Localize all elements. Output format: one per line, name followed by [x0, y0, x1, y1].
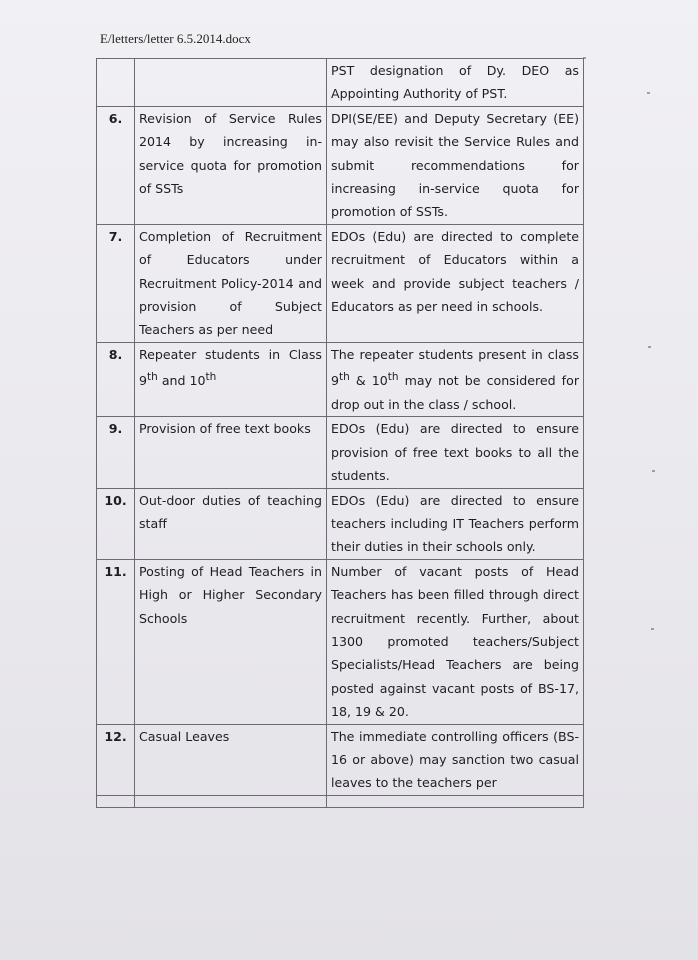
table-row	[97, 724, 584, 795]
row-subject	[135, 59, 327, 107]
row-serial-number: 7.	[97, 224, 135, 342]
minutes-table	[96, 58, 584, 808]
row-decision: EDOs (Edu) are directed to ensure provision of free text books to all the students.	[327, 417, 584, 488]
row-subject: Provision of free text books	[135, 417, 327, 488]
row-serial-number: 8.	[97, 342, 135, 416]
scan-speck	[647, 92, 650, 94]
row-subject: Casual Leaves	[135, 724, 327, 795]
row-decision: EDOs (Edu) are directed to complete recruitment of Educators within a week and provide subject teachers / Educators as per need in schools.	[327, 224, 584, 342]
row-serial-number: 11.	[97, 559, 135, 724]
scan-speck	[583, 57, 586, 59]
row-subject: Revision of Service Rules 2014 by increasing in-service quota for promotion of SSTs	[135, 106, 327, 224]
table-row-continuation	[97, 795, 584, 807]
row-subject: Posting of Head Teachers in High or Higher Secondary Schools	[135, 559, 327, 724]
scan-speck	[648, 346, 651, 348]
table-row	[97, 224, 584, 342]
row-decision: DPI(SE/EE) and Deputy Secretary (EE) may also revisit the Service Rules and submit recommendations for increasing in-service quota for promotion of SSTs.	[327, 106, 584, 224]
row-serial-number	[97, 795, 135, 807]
row-serial-number: 12.	[97, 724, 135, 795]
row-decision	[327, 795, 584, 807]
row-decision: EDOs (Edu) are directed to ensure teachers including IT Teachers perform their duties in their schools only.	[327, 488, 584, 559]
table-row	[97, 59, 584, 107]
row-decision: The immediate controlling officers (BS-16 or above) may sanction two casual leaves to the teachers per	[327, 724, 584, 795]
table-row	[97, 488, 584, 559]
scan-speck	[652, 470, 655, 472]
scan-speck	[651, 628, 654, 630]
table-row	[97, 106, 584, 224]
row-serial-number: 6.	[97, 106, 135, 224]
row-decision: The repeater students present in class 9th & 10th may not be considered for drop out in the class / school.	[327, 342, 584, 416]
table-row	[97, 342, 584, 416]
row-serial-number	[97, 59, 135, 107]
table-row	[97, 417, 584, 488]
row-serial-number: 9.	[97, 417, 135, 488]
row-subject: Completion of Recruitment of Educators under Recruitment Policy-2014 and provision of Subject Teachers as per need	[135, 224, 327, 342]
document-file-path: E/letters/letter 6.5.2014.docx	[100, 31, 251, 46]
row-subject: Out-door duties of teaching staff	[135, 488, 327, 559]
row-serial-number: 10.	[97, 488, 135, 559]
table-row	[97, 559, 584, 724]
row-decision: PST designation of Dy. DEO as Appointing Authority of PST.	[327, 59, 584, 107]
row-decision: Number of vacant posts of Head Teachers has been filled through direct recruitment recently. Further, about 1300 promoted teachers/Subject Specialists/Head Teachers are being posted against vacant posts of BS-17, 18, 19 & 20.	[327, 559, 584, 724]
row-subject	[135, 795, 327, 807]
row-subject: Repeater students in Class 9th and 10th	[135, 342, 327, 416]
